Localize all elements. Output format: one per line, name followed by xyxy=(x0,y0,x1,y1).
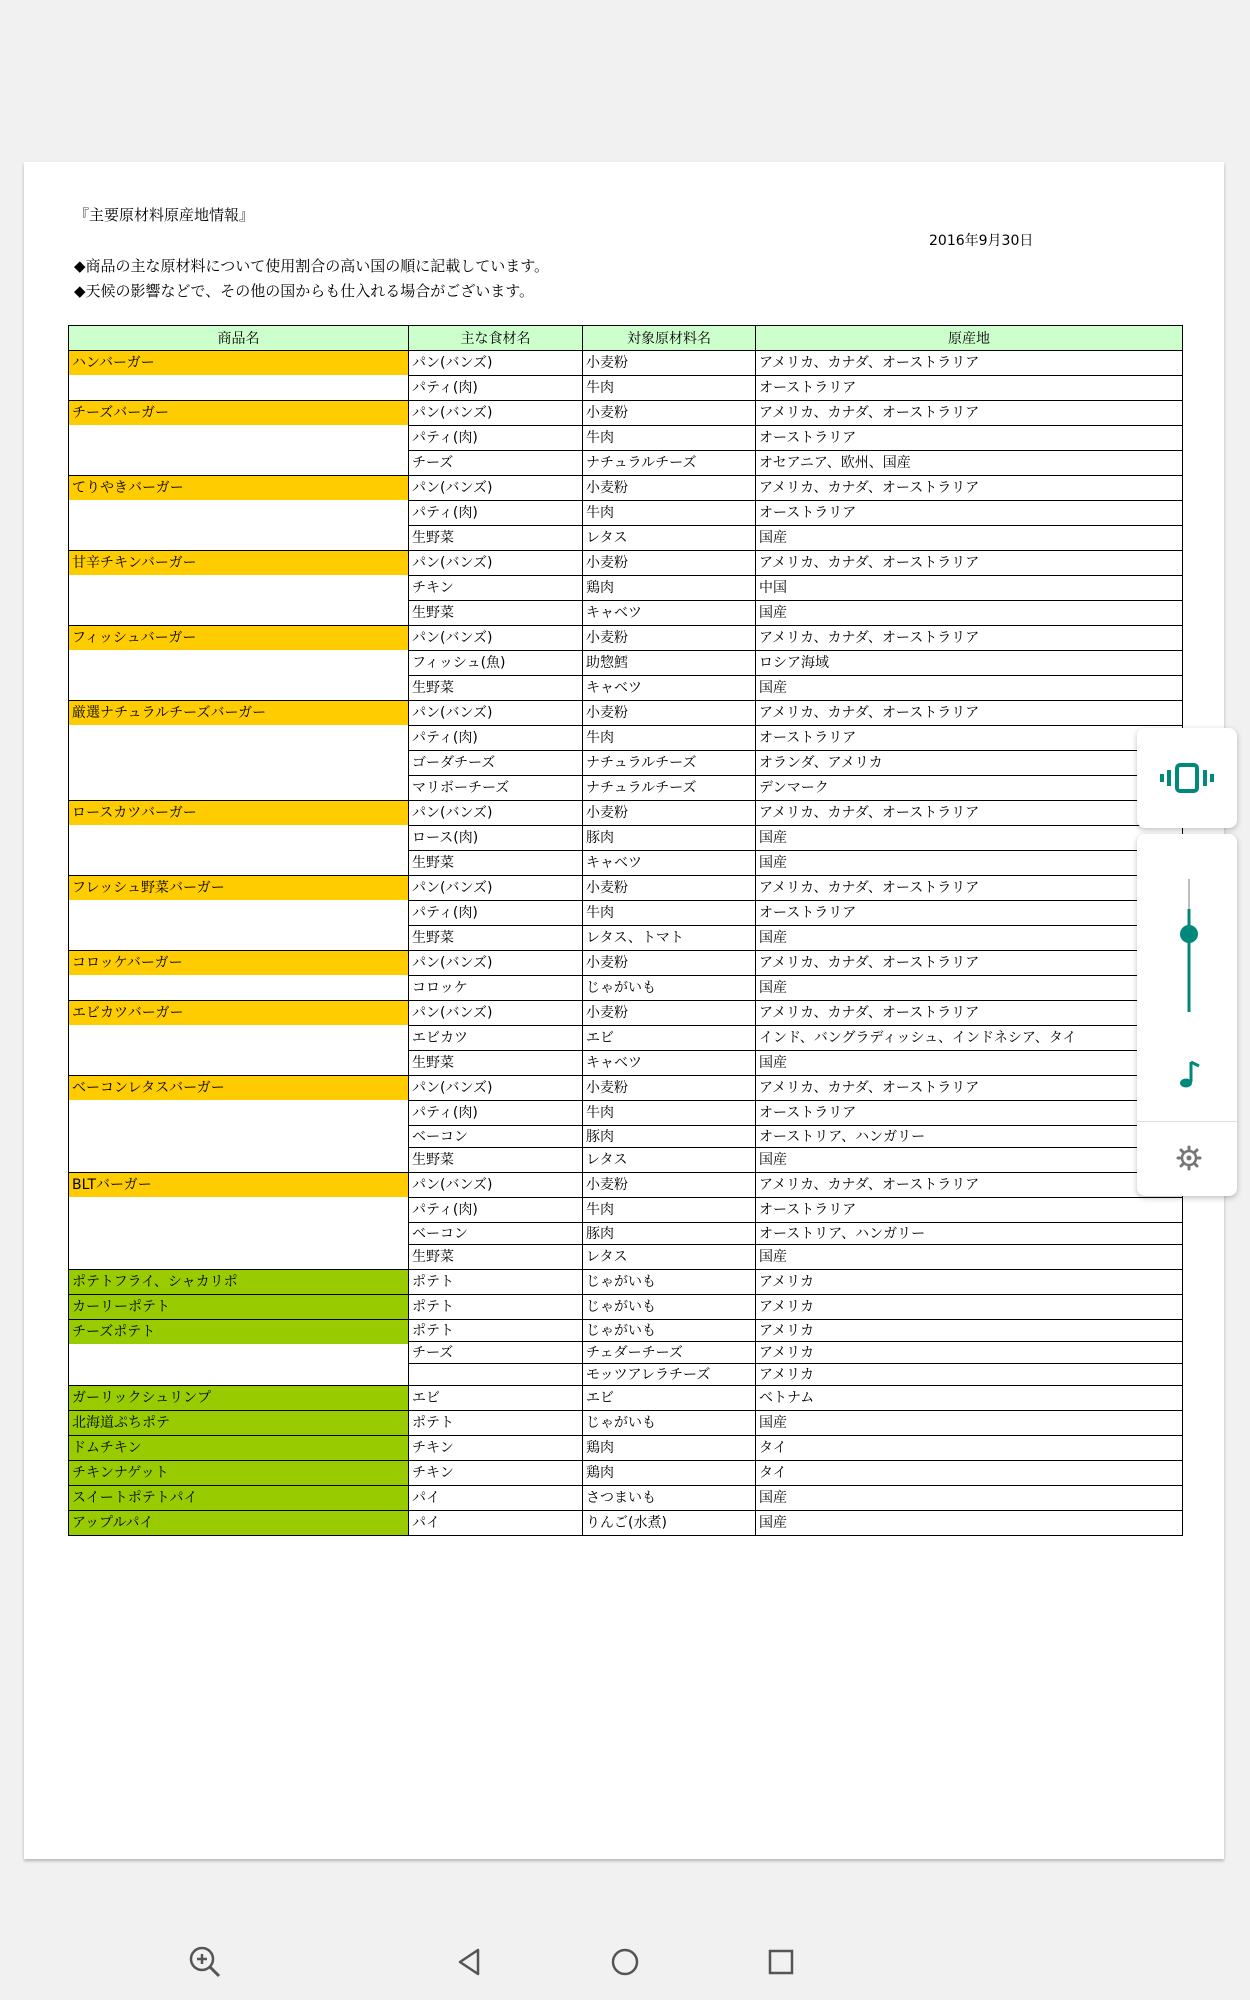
product-name: ドムチキン xyxy=(69,1436,408,1460)
material-cell: じゃがいも xyxy=(583,1320,756,1342)
material-cell: レタス、トマト xyxy=(583,926,756,951)
ingredient-cell: ロース(肉) xyxy=(409,826,583,851)
ingredient-cell: 生野菜 xyxy=(409,1148,583,1173)
material-cell: りんご(水煮) xyxy=(583,1511,756,1536)
panel-divider xyxy=(1137,1121,1237,1122)
origin-cell: 国産 xyxy=(756,1486,1183,1511)
volume-slider-thumb[interactable] xyxy=(1180,925,1198,943)
product-name-cell xyxy=(69,1320,409,1386)
product-name: ロースカツバーガー xyxy=(69,801,408,825)
origin-cell: 国産 xyxy=(756,1245,1183,1270)
ingredient-cell: パン(バンズ) xyxy=(409,1076,583,1101)
product-name-cell xyxy=(69,1461,409,1486)
table-row xyxy=(69,626,1183,651)
origin-cell: タイ xyxy=(756,1461,1183,1486)
product-name: コロッケバーガー xyxy=(69,951,408,975)
origin-cell: 国産 xyxy=(756,1511,1183,1536)
music-note-icon[interactable] xyxy=(1169,1054,1209,1094)
product-name: エビカツバーガー xyxy=(69,1001,408,1025)
material-cell: レタス xyxy=(583,1148,756,1173)
table-row xyxy=(69,351,1183,376)
material-cell: 牛肉 xyxy=(583,1101,756,1126)
material-cell: エビ xyxy=(583,1386,756,1411)
ingredient-cell: コロッケ xyxy=(409,976,583,1001)
ingredient-cell: 生野菜 xyxy=(409,601,583,626)
origin-cell: 国産 xyxy=(756,601,1183,626)
product-name: チーズバーガー xyxy=(69,401,408,425)
product-name-cell xyxy=(69,951,409,1001)
origin-cell: アメリカ、カナダ、オーストラリア xyxy=(756,876,1183,901)
material-cell: ナチュラルチーズ xyxy=(583,451,756,476)
origin-cell: アメリカ、カナダ、オーストラリア xyxy=(756,401,1183,426)
origin-cell: アメリカ、カナダ、オーストラリア xyxy=(756,351,1183,376)
table-row xyxy=(69,1461,1183,1486)
origin-cell: アメリカ、カナダ、オーストラリア xyxy=(756,951,1183,976)
material-cell: 小麦粉 xyxy=(583,1173,756,1198)
material-cell: 小麦粉 xyxy=(583,401,756,426)
ingredient-cell: ポテト xyxy=(409,1295,583,1320)
origin-cell: オーストラリア xyxy=(756,501,1183,526)
origin-cell: アメリカ、カナダ、オーストラリア xyxy=(756,701,1183,726)
product-name: ポテトフライ、シャカリポ xyxy=(69,1270,408,1294)
table-row xyxy=(69,801,1183,826)
product-name-cell xyxy=(69,626,409,701)
table-row xyxy=(69,1411,1183,1436)
material-cell: エビ xyxy=(583,1026,756,1051)
material-cell: 小麦粉 xyxy=(583,476,756,501)
origin-cell: 国産 xyxy=(756,851,1183,876)
ingredient-cell: パン(バンズ) xyxy=(409,701,583,726)
note-line: ◆天候の影響などで、その他の国からも仕入れる場合がございます。 xyxy=(74,282,535,300)
ingredient-cell: チキン xyxy=(409,576,583,601)
product-name: アップルパイ xyxy=(69,1511,408,1535)
product-name: カーリーポテト xyxy=(69,1295,408,1319)
origin-cell: オーストリア、ハンガリー xyxy=(756,1223,1183,1245)
material-cell: キャベツ xyxy=(583,601,756,626)
origin-cell: アメリカ、カナダ、オーストラリア xyxy=(756,1001,1183,1026)
origin-cell: オーストラリア xyxy=(756,1101,1183,1126)
origin-cell: アメリカ、カナダ、オーストラリア xyxy=(756,801,1183,826)
origin-table xyxy=(68,325,1183,1536)
material-cell: 助惣鱈 xyxy=(583,651,756,676)
home-icon[interactable] xyxy=(605,1942,645,1982)
material-cell: キャベツ xyxy=(583,1051,756,1076)
ingredient-cell: パン(バンズ) xyxy=(409,951,583,976)
material-cell: ナチュラルチーズ xyxy=(583,751,756,776)
material-cell: 牛肉 xyxy=(583,901,756,926)
table-row xyxy=(69,551,1183,576)
table-row xyxy=(69,1386,1183,1411)
material-cell: キャベツ xyxy=(583,851,756,876)
origin-cell: 国産 xyxy=(756,676,1183,701)
material-cell: 小麦粉 xyxy=(583,1001,756,1026)
origin-cell: 国産 xyxy=(756,1411,1183,1436)
material-cell: 小麦粉 xyxy=(583,1076,756,1101)
note-line: ◆商品の主な原材料について使用割合の高い国の順に記載しています。 xyxy=(74,257,550,275)
table-row xyxy=(69,1001,1183,1026)
table-row xyxy=(69,951,1183,976)
product-name-cell xyxy=(69,1436,409,1461)
product-name-cell xyxy=(69,1076,409,1173)
ingredient-cell: ベーコン xyxy=(409,1126,583,1148)
origin-cell: 国産 xyxy=(756,926,1183,951)
header-row xyxy=(69,326,1183,351)
ingredient-cell: パン(バンズ) xyxy=(409,401,583,426)
product-name-cell xyxy=(69,876,409,951)
ingredient-cell: パン(バンズ) xyxy=(409,476,583,501)
ingredient-cell: ベーコン xyxy=(409,1223,583,1245)
product-name-cell xyxy=(69,1295,409,1320)
ingredient-cell: パイ xyxy=(409,1486,583,1511)
ingredient-cell: パティ(肉) xyxy=(409,901,583,926)
table-row xyxy=(69,1320,1183,1342)
origin-cell: オセアニア、欧州、国産 xyxy=(756,451,1183,476)
table-row xyxy=(69,476,1183,501)
material-cell: チェダーチーズ xyxy=(583,1342,756,1364)
material-cell: 豚肉 xyxy=(583,1223,756,1245)
ingredient-cell: パン(バンズ) xyxy=(409,626,583,651)
ingredient-cell: パティ(肉) xyxy=(409,376,583,401)
ingredient-cell: パン(バンズ) xyxy=(409,801,583,826)
table-row xyxy=(69,701,1183,726)
ingredient-cell: パン(バンズ) xyxy=(409,1173,583,1198)
ingredient-cell: パティ(肉) xyxy=(409,1101,583,1126)
product-name-cell xyxy=(69,1270,409,1295)
ingredient-cell: エビカツ xyxy=(409,1026,583,1051)
origin-cell: アメリカ、カナダ、オーストラリア xyxy=(756,626,1183,651)
material-cell: 小麦粉 xyxy=(583,801,756,826)
ingredient-cell: フィッシュ(魚) xyxy=(409,651,583,676)
origin-cell: デンマーク xyxy=(756,776,1183,801)
ingredient-cell: パン(バンズ) xyxy=(409,1001,583,1026)
material-cell: さつまいも xyxy=(583,1486,756,1511)
ingredient-cell: エビ xyxy=(409,1386,583,1411)
material-cell: じゃがいも xyxy=(583,976,756,1001)
material-cell: 小麦粉 xyxy=(583,351,756,376)
table-row xyxy=(69,876,1183,901)
ingredient-cell: 生野菜 xyxy=(409,676,583,701)
ingredient-cell: パティ(肉) xyxy=(409,501,583,526)
volume-slider[interactable] xyxy=(1137,834,1237,1014)
material-cell: 小麦粉 xyxy=(583,876,756,901)
origin-cell: オーストラリア xyxy=(756,901,1183,926)
material-cell: モッツアレラチーズ xyxy=(583,1364,756,1386)
origin-cell: 国産 xyxy=(756,526,1183,551)
material-cell: 豚肉 xyxy=(583,1126,756,1148)
material-cell: じゃがいも xyxy=(583,1295,756,1320)
product-name-cell xyxy=(69,801,409,876)
origin-cell: アメリカ、カナダ、オーストラリア xyxy=(756,551,1183,576)
ingredient-cell: 生野菜 xyxy=(409,526,583,551)
doc-title: 『主要原材料原産地情報』 xyxy=(74,206,255,224)
ingredient-cell: 生野菜 xyxy=(409,851,583,876)
ingredient-cell: パティ(肉) xyxy=(409,726,583,751)
product-name-cell xyxy=(69,401,409,476)
material-cell: 鶏肉 xyxy=(583,1461,756,1486)
product-name: ガーリックシュリンプ xyxy=(69,1386,408,1410)
origin-cell: アメリカ xyxy=(756,1295,1183,1320)
header-cell: 対象原材料名 xyxy=(583,326,756,351)
product-name: 北海道ぷちポテ xyxy=(69,1411,408,1435)
ingredient-cell: パティ(肉) xyxy=(409,1198,583,1223)
vibrate-icon xyxy=(1137,728,1237,828)
product-name: ベーコンレタスバーガー xyxy=(69,1076,408,1100)
vibrate-mode-button[interactable] xyxy=(1137,728,1237,828)
material-cell: 小麦粉 xyxy=(583,951,756,976)
material-cell: じゃがいも xyxy=(583,1411,756,1436)
origin-cell: ロシア海域 xyxy=(756,651,1183,676)
ingredient-cell: パティ(肉) xyxy=(409,426,583,451)
ingredient-cell: ポテト xyxy=(409,1320,583,1342)
product-name: チーズポテト xyxy=(69,1320,408,1344)
ingredient-cell: チキン xyxy=(409,1436,583,1461)
product-name-cell xyxy=(69,1511,409,1536)
doc-date: 2016年9月30日 xyxy=(929,233,1034,249)
ingredient-cell: チーズ xyxy=(409,1342,583,1364)
origin-cell: オーストラリア xyxy=(756,426,1183,451)
origin-cell: オーストラリア xyxy=(756,1198,1183,1223)
product-name-cell xyxy=(69,701,409,801)
origin-cell: オーストラリア xyxy=(756,726,1183,751)
product-name: フィッシュバーガー xyxy=(69,626,408,650)
material-cell: 牛肉 xyxy=(583,426,756,451)
header-cell: 商品名 xyxy=(69,326,409,351)
ingredient-cell: 生野菜 xyxy=(409,1051,583,1076)
material-cell: レタス xyxy=(583,526,756,551)
header-cell: 主な食材名 xyxy=(409,326,583,351)
material-cell: じゃがいも xyxy=(583,1270,756,1295)
product-name-cell xyxy=(69,551,409,626)
origin-cell: アメリカ xyxy=(756,1270,1183,1295)
ingredient-cell xyxy=(409,1364,583,1386)
ingredient-cell: ゴーダチーズ xyxy=(409,751,583,776)
back-icon[interactable] xyxy=(450,1942,490,1982)
table-row xyxy=(69,1486,1183,1511)
origin-cell: 国産 xyxy=(756,826,1183,851)
product-name-cell xyxy=(69,351,409,401)
table-row xyxy=(69,1076,1183,1101)
ingredient-cell: マリボーチーズ xyxy=(409,776,583,801)
product-name-cell xyxy=(69,476,409,551)
product-name: 甘辛チキンバーガー xyxy=(69,551,408,575)
ingredient-cell: パン(バンズ) xyxy=(409,551,583,576)
material-cell: レタス xyxy=(583,1245,756,1270)
product-name: ハンバーガー xyxy=(69,351,408,375)
ingredient-cell: ポテト xyxy=(409,1270,583,1295)
product-name-cell xyxy=(69,1486,409,1511)
material-cell: キャベツ xyxy=(583,676,756,701)
table-row xyxy=(69,1511,1183,1536)
material-cell: 小麦粉 xyxy=(583,626,756,651)
material-cell: 牛肉 xyxy=(583,376,756,401)
table-row xyxy=(69,1270,1183,1295)
ingredient-cell: ポテト xyxy=(409,1411,583,1436)
zoom-in-icon[interactable] xyxy=(185,1942,225,1982)
product-name-cell xyxy=(69,1173,409,1270)
ingredient-cell: チキン xyxy=(409,1461,583,1486)
product-name: フレッシュ野菜バーガー xyxy=(69,876,408,900)
material-cell: 鶏肉 xyxy=(583,576,756,601)
product-name: てりやきバーガー xyxy=(69,476,408,500)
product-name-cell xyxy=(69,1001,409,1076)
origin-cell: オーストラリア xyxy=(756,376,1183,401)
ingredient-cell: パン(バンズ) xyxy=(409,351,583,376)
document-page xyxy=(24,162,1224,1859)
material-cell: 牛肉 xyxy=(583,1198,756,1223)
table-body xyxy=(69,351,1183,1536)
material-cell: 小麦粉 xyxy=(583,551,756,576)
origin-cell: アメリカ、カナダ、オーストラリア xyxy=(756,1173,1183,1198)
origin-cell: アメリカ xyxy=(756,1320,1183,1342)
product-name: BLTバーガー xyxy=(69,1173,408,1197)
product-name: スイートポテトパイ xyxy=(69,1486,408,1510)
table-row xyxy=(69,401,1183,426)
ingredient-cell: チーズ xyxy=(409,451,583,476)
origin-cell: オーストリア、ハンガリー xyxy=(756,1126,1183,1148)
origin-cell: ベトナム xyxy=(756,1386,1183,1411)
material-cell: 豚肉 xyxy=(583,826,756,851)
volume-panel xyxy=(1137,834,1237,1196)
origin-cell: 国産 xyxy=(756,1148,1183,1173)
origin-cell: 国産 xyxy=(756,1051,1183,1076)
product-name: 厳選ナチュラルチーズバーガー xyxy=(69,701,408,725)
origin-cell: アメリカ、カナダ、オーストラリア xyxy=(756,1076,1183,1101)
product-name-cell xyxy=(69,1386,409,1411)
ingredient-cell: パイ xyxy=(409,1511,583,1536)
origin-cell: アメリカ xyxy=(756,1364,1183,1386)
header-cell: 原産地 xyxy=(756,326,1183,351)
product-name-cell xyxy=(69,1411,409,1436)
origin-cell: アメリカ xyxy=(756,1342,1183,1364)
material-cell: ナチュラルチーズ xyxy=(583,776,756,801)
origin-cell: 中国 xyxy=(756,576,1183,601)
table-row xyxy=(69,1436,1183,1461)
recents-icon[interactable] xyxy=(761,1942,801,1982)
origin-cell: インド、バングラディッシュ、インドネシア、タイ xyxy=(756,1026,1183,1051)
origin-cell: オランダ、アメリカ xyxy=(756,751,1183,776)
product-name: チキンナゲット xyxy=(69,1461,408,1485)
table-row xyxy=(69,1173,1183,1198)
origin-cell: 国産 xyxy=(756,976,1183,1001)
material-cell: 牛肉 xyxy=(583,501,756,526)
ingredient-cell: 生野菜 xyxy=(409,1245,583,1270)
material-cell: 牛肉 xyxy=(583,726,756,751)
table-row xyxy=(69,1295,1183,1320)
settings-icon[interactable] xyxy=(1169,1138,1209,1178)
material-cell: 鶏肉 xyxy=(583,1436,756,1461)
ingredient-cell: パン(バンズ) xyxy=(409,876,583,901)
origin-cell: アメリカ、カナダ、オーストラリア xyxy=(756,476,1183,501)
material-cell: 小麦粉 xyxy=(583,701,756,726)
ingredient-cell: 生野菜 xyxy=(409,926,583,951)
origin-cell: タイ xyxy=(756,1436,1183,1461)
